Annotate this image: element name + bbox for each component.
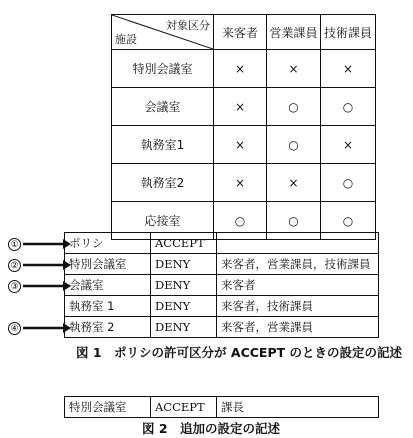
permission-mark: × [214,88,267,126]
policy-row [65,317,379,338]
permission-mark: × [321,50,376,88]
permission-mark: × [214,50,267,88]
permission-mark: ○ [321,202,376,240]
policy-target: 来客者，営業課員，技術課員 [217,254,379,275]
permission-mark: ○ [267,202,321,240]
facility-name: 会議室 [112,88,214,126]
permission-mark: × [321,126,376,164]
policy-row [65,296,379,317]
policy-action: DENY [151,296,217,317]
matrix-corner-cell [112,15,214,50]
policy-action: DENY [151,275,217,296]
facility-name: 応接室 [112,202,214,240]
policy-row [65,275,379,296]
permission-mark: ○ [267,88,321,126]
additional-target: 課長 [217,397,379,418]
marker-arrow-3 [8,279,71,293]
policy-target [217,233,379,254]
policy-name: 執務室 2 [65,317,151,338]
additional-row [65,397,379,418]
policy-config-table [64,232,379,338]
policy-name: 会議室 [65,275,151,296]
marker-arrow-4 [8,321,71,335]
additional-config-table [64,396,379,418]
policy-name: 特別会議室 [65,254,151,275]
permission-mark: × [267,164,321,202]
policy-action: ACCEPT [151,233,217,254]
facility-name: 執務室1 [112,126,214,164]
permission-mark: ○ [214,202,267,240]
marker-label: ② [8,259,21,272]
permission-mark: ○ [321,88,376,126]
marker-arrow-2 [8,258,71,272]
marker-label: ③ [8,280,21,293]
policy-target: 来客者 [217,275,379,296]
policy-action: DENY [151,254,217,275]
permission-mark: ○ [267,126,321,164]
marker-label: ① [8,238,21,251]
access-matrix-table [111,14,376,240]
permission-mark: × [214,164,267,202]
matrix-header-row [112,15,376,50]
additional-name: 特別会議室 [65,397,151,418]
facility-name: 特別会議室 [112,50,214,88]
marker-label: ④ [8,322,21,335]
marker-arrow-1 [8,237,71,251]
column-header: 技術課員 [321,15,376,50]
matrix-row [112,88,376,126]
additional-action: ACCEPT [151,397,217,418]
policy-row [65,254,379,275]
figure-1-caption: 図 1 ポリシの許可区分が ACCEPT のときの設定の記述 [76,345,403,360]
column-header: 営業課員 [267,15,321,50]
policy-target: 来客者，技術課員 [217,296,379,317]
policy-row [65,233,379,254]
figure-2-caption: 図 2 追加の設定の記述 [142,421,281,436]
permission-mark: ○ [321,164,376,202]
row-category-label: 施設 [115,33,137,46]
column-category-label: 対象区分 [166,19,210,32]
facility-name: 執務室2 [112,164,214,202]
matrix-row [112,126,376,164]
policy-name: ポリシ [65,233,151,254]
policy-action: DENY [151,317,217,338]
policy-name: 執務室 1 [65,296,151,317]
policy-target: 来客者，営業課員 [217,317,379,338]
column-header: 来客者 [214,15,267,50]
permission-mark: × [267,50,321,88]
matrix-row [112,164,376,202]
permission-mark: × [214,126,267,164]
matrix-row [112,50,376,88]
